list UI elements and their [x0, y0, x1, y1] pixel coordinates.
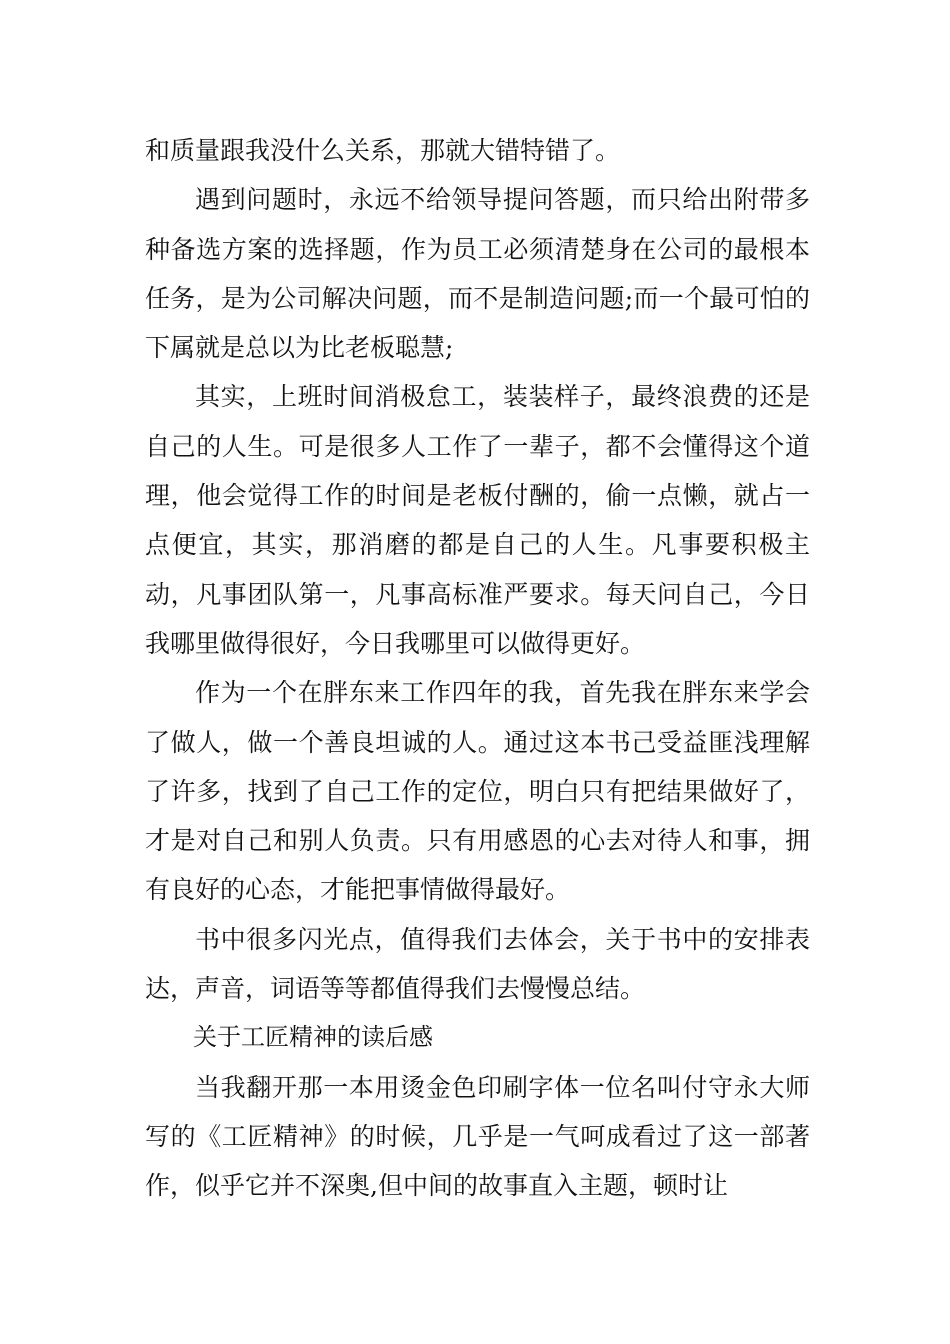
paragraph-5: 书中很多闪光点，值得我们去体会，关于书中的安排表达，声音，词语等等都值得我们去慢慢总结。: [145, 924, 810, 1004]
paragraph-3: 其实，上班时间消极怠工，装装样子，最终浪费的还是自己的人生。可是很多人工作了一辈子，都不会懂得这个道理，他会觉得工作的时间是老板付酬的，偷一点懒，就占一点便宜，其实，那消磨的都是自己的人生。凡事要积极主动，凡事团队第一，凡事高标准严要求。每天问自己，今日我哪里做得很好，今日我哪里可以做得更好。: [145, 382, 810, 658]
paragraph-2: 遇到问题时，永远不给领导提问答题，而只给出附带多种备选方案的选择题，作为员工必须清楚身在公司的最根本任务，是为公司解决问题，而不是制造问题;而一个最可怕的下属就是总以为比老板聪慧;: [145, 185, 810, 363]
paragraph-1: 和质量跟我没什么关系，那就大错特错了。: [145, 136, 621, 165]
document-body: [145, 126, 810, 1211]
paragraph-6: 当我翻开那一本用烫金色印刷字体一位名叫付守永大师写的《工匠精神》的时候，几乎是一气呵成看过了这一部著作，似乎它并不深奥,但中间的故事直入主题，顿时让: [145, 1072, 810, 1201]
paragraph-4: 作为一个在胖东来工作四年的我，首先我在胖东来学会了做人，做一个善良坦诚的人。通过这本书己受益匪浅理解了许多，找到了自己工作的定位，明白只有把结果做好了，才是对自己和别人负责。只有用感恩的心去对待人和事，拥有良好的心态，才能把事情做得最好。: [145, 678, 810, 905]
section-title: 关于工匠精神的读后感: [193, 1023, 433, 1052]
